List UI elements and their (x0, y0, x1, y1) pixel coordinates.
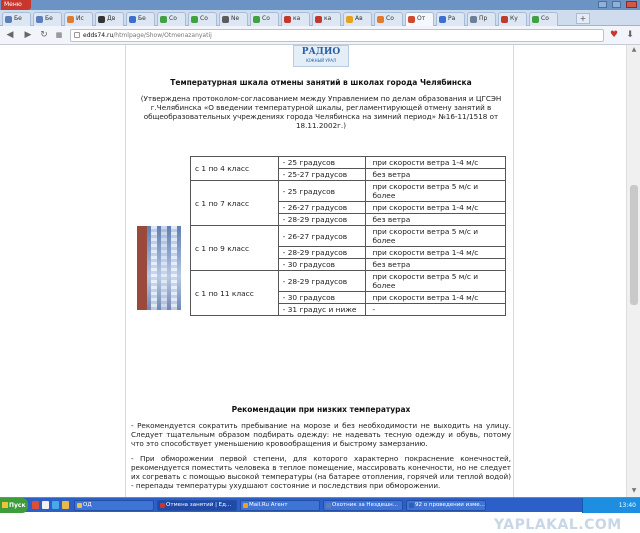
browser-tab[interactable] (281, 12, 310, 26)
browser-tab[interactable] (343, 12, 372, 26)
taskbar-button[interactable] (406, 500, 486, 511)
taskbar-button-label: ОД (83, 502, 92, 508)
photo-icicle (161, 226, 167, 310)
recommendations-title: Рекомендации при низких температурах (231, 405, 411, 414)
recommendation-paragraph: - Рекомендуется сократить пребывание на морозе и без необходимости не выходить на улицу. Следует тщательным образом подбирать одежду: не надевать тесную одежду и обувь, потому что это способствует уменьшению кровообращения и быстрому замерзанию. (131, 421, 511, 448)
downloads-icon[interactable]: ⬇ (626, 30, 634, 40)
ie-quicklaunch-icon[interactable] (52, 501, 59, 509)
tab-label: Со (386, 15, 394, 22)
temperature-cell: - 30 градусов (278, 292, 366, 304)
desktop-quicklaunch-icon[interactable] (42, 501, 49, 509)
new-tab-button[interactable]: + (576, 13, 590, 24)
tab-label: ка (324, 15, 332, 22)
tab-favicon-icon (346, 16, 353, 23)
photo-icicle (151, 226, 157, 310)
recommendation-paragraph: - При обморожении первой степени, для которого характерно покраснение конечностей, рекомендуется поместить человека в теплое помещение, массировать конечности, но не следует их согревать с помощью высокой температуры (на батарее отопления, горячей или теплой водой) - перепады температуры ухудшают состояние и последствия при обморожении. (131, 454, 511, 490)
tab-favicon-icon (315, 16, 322, 23)
clock[interactable]: 13:40 (618, 502, 636, 509)
wind-condition-cell: при скорости ветра 1-4 м/с (366, 157, 506, 169)
browser-tab[interactable] (157, 12, 186, 26)
tab-label: Ис (76, 15, 84, 22)
tab-favicon-icon (377, 16, 384, 23)
temperature-cell: - 30 градусов (278, 259, 366, 271)
forward-arrow-icon[interactable]: ▶ (24, 30, 32, 40)
tab-strip (0, 10, 640, 26)
browser-tab[interactable] (219, 12, 248, 26)
temperature-table (190, 156, 506, 316)
article-column (125, 45, 514, 497)
tab-favicon-icon (501, 16, 508, 23)
start-label: Пуск (9, 502, 26, 509)
temperature-cell: - 25 градусов (278, 157, 366, 169)
wind-condition-cell: без ветра (366, 169, 506, 181)
folder-quicklaunch-icon[interactable] (62, 501, 69, 509)
url-path: /htmlpage/Show/Otmenazanyatij (113, 32, 212, 39)
taskbar-button-label: Отмена занятий | Ед... (166, 502, 232, 508)
tab-label: ка (293, 15, 301, 22)
article-note: (Утверждена протоколом-согласованием между Управлением по делам образования и ЦГСЭН г.Челябинска «О введении температурной шкалы, регламентирующей отмену занятий в общеобразовательных учреждениях города Челябинска на зимний период» №16-11/1518 от 18.11.2002г.) (140, 94, 502, 130)
taskbar-app-icon (77, 503, 82, 508)
tab-label: Дв (107, 15, 116, 22)
system-tray (582, 498, 640, 513)
tab-favicon-icon (253, 16, 260, 23)
browser-tab[interactable] (312, 12, 341, 26)
temperature-cell: - 25 градусов (278, 181, 366, 202)
tab-label: Бе (14, 15, 22, 22)
title-bar (0, 0, 640, 10)
temperature-cell: - 25-27 градусов (278, 169, 366, 181)
temperature-cell: - 28-29 градусов (278, 247, 366, 259)
wind-condition-cell: без ветра (366, 259, 506, 271)
table-row (191, 157, 506, 169)
tab-favicon-icon (129, 16, 136, 23)
tab-label: Со (541, 15, 549, 22)
wind-condition-cell: без ветра (366, 214, 506, 226)
table-row (191, 181, 506, 202)
article-title: Температурная шкала отмены занятий в школах города Челябинска (170, 78, 472, 87)
wind-condition-cell: при скорости ветра 5 м/с и более (366, 271, 506, 292)
yaplakal-watermark: YAPLAKAL.COM (494, 517, 622, 533)
tab-favicon-icon (191, 16, 198, 23)
taskbar-app-icon (409, 503, 414, 508)
start-button[interactable] (0, 498, 28, 513)
tab-label: Ne (231, 15, 240, 22)
browser-tab[interactable] (188, 12, 217, 26)
tab-favicon-icon (532, 16, 539, 23)
taskbar-button[interactable] (323, 500, 403, 511)
frost-photo (137, 226, 181, 310)
temperature-cell: - 31 градус и ниже (278, 304, 366, 316)
address-bar[interactable] (70, 29, 604, 42)
temperature-cell: - 26-27 градусов (278, 226, 366, 247)
scroll-up-icon[interactable]: ▲ (631, 46, 637, 53)
tab-favicon-icon (98, 16, 105, 23)
logo-text: РАДИО (301, 47, 341, 57)
scroll-down-icon[interactable]: ▼ (631, 487, 637, 494)
class-range-cell: с 1 по 11 класс (191, 271, 279, 316)
wind-condition-cell: при скорости ветра 1-4 м/с (366, 202, 506, 214)
wind-condition-cell: при скорости ветра 1-4 м/с (366, 292, 506, 304)
browser-tab[interactable] (33, 12, 62, 26)
tab-label: От (417, 15, 426, 22)
tab-favicon-icon (222, 16, 229, 23)
browser-tab[interactable] (529, 12, 558, 26)
taskbar-button-label: 92 о проведении изме... (415, 502, 485, 508)
browser-menu-button[interactable]: Меню (1, 0, 31, 10)
tab-label: Бе (138, 15, 146, 22)
taskbar-button-label: Охотник за Нездешн... (332, 502, 398, 508)
tab-favicon-icon (67, 16, 74, 23)
site-info-icon[interactable] (74, 32, 80, 38)
class-range-cell: с 1 по 7 класс (191, 181, 279, 226)
tab-label: Бе (45, 15, 53, 22)
wind-condition-cell: при скорости ветра 5 м/с и более (366, 226, 506, 247)
table-row (191, 271, 506, 292)
tab-favicon-icon (5, 16, 12, 23)
tab-favicon-icon (470, 16, 477, 23)
taskbar-app-icon (160, 503, 165, 508)
reload-icon[interactable]: ↻ (40, 30, 48, 40)
taskbar-button-label: Mail.Ru Агент (249, 502, 288, 508)
tab-label: Ку (510, 15, 518, 22)
browser-tab[interactable] (64, 12, 93, 26)
radio-logo[interactable] (293, 45, 349, 67)
logo-subtext: ЮЖНЫЙ УРАЛ (305, 58, 337, 63)
temperature-cell: - 28-29 градусов (278, 214, 366, 226)
browser-tab[interactable] (250, 12, 279, 26)
tab-label: Пр (479, 15, 488, 22)
url-host: edds74.ru (83, 32, 114, 39)
windows-logo-icon (2, 502, 8, 508)
tab-favicon-icon (36, 16, 43, 23)
heart-bookmark-icon[interactable]: ♥ (609, 30, 619, 40)
photo-brick-wall (137, 226, 147, 310)
tab-label: Со (169, 15, 177, 22)
tab-label: Ра (448, 15, 456, 22)
browser-tab[interactable] (374, 12, 403, 26)
tab-favicon-icon (408, 16, 415, 23)
tab-favicon-icon (160, 16, 167, 23)
tab-favicon-icon (439, 16, 446, 23)
minimize-icon[interactable] (598, 1, 607, 8)
tab-label: Со (262, 15, 270, 22)
maximize-icon[interactable] (612, 1, 621, 8)
photo-icicle (171, 226, 177, 310)
browser-tab[interactable] (436, 12, 465, 26)
class-range-cell: с 1 по 9 класс (191, 226, 279, 271)
tab-label: Ав (355, 15, 363, 22)
taskbar-app-icon (326, 503, 331, 508)
speed-dial-icon[interactable]: ▦ (55, 31, 63, 39)
scrollbar-thumb[interactable] (630, 185, 638, 305)
taskbar-button[interactable] (74, 500, 154, 511)
back-arrow-icon[interactable]: ◀ (6, 30, 14, 40)
browser-tab[interactable] (467, 12, 496, 26)
taskbar-button[interactable] (157, 500, 237, 511)
opera-quicklaunch-icon[interactable] (32, 501, 39, 509)
class-range-cell: с 1 по 4 класс (191, 157, 279, 181)
temperature-cell: - 26-27 градусов (278, 202, 366, 214)
address-toolbar (0, 26, 640, 45)
taskbar-app-icon (243, 503, 248, 508)
table-row (191, 226, 506, 247)
browser-tab[interactable] (498, 12, 527, 26)
taskbar-button[interactable] (240, 500, 320, 511)
browser-tab[interactable] (2, 12, 31, 26)
temperature-cell: - 28-29 градусов (278, 271, 366, 292)
tab-favicon-icon (284, 16, 291, 23)
wind-condition-cell: - (366, 304, 506, 316)
tab-label: Со (200, 15, 208, 22)
close-icon[interactable] (626, 1, 637, 8)
wind-condition-cell: при скорости ветра 1-4 м/с (366, 247, 506, 259)
wind-condition-cell: при скорости ветра 5 м/с и более (366, 181, 506, 202)
taskbar (0, 497, 640, 512)
browser-tab[interactable] (405, 12, 434, 26)
vertical-scrollbar[interactable] (626, 45, 640, 497)
browser-tab[interactable] (95, 12, 124, 26)
browser-tab[interactable] (126, 12, 155, 26)
